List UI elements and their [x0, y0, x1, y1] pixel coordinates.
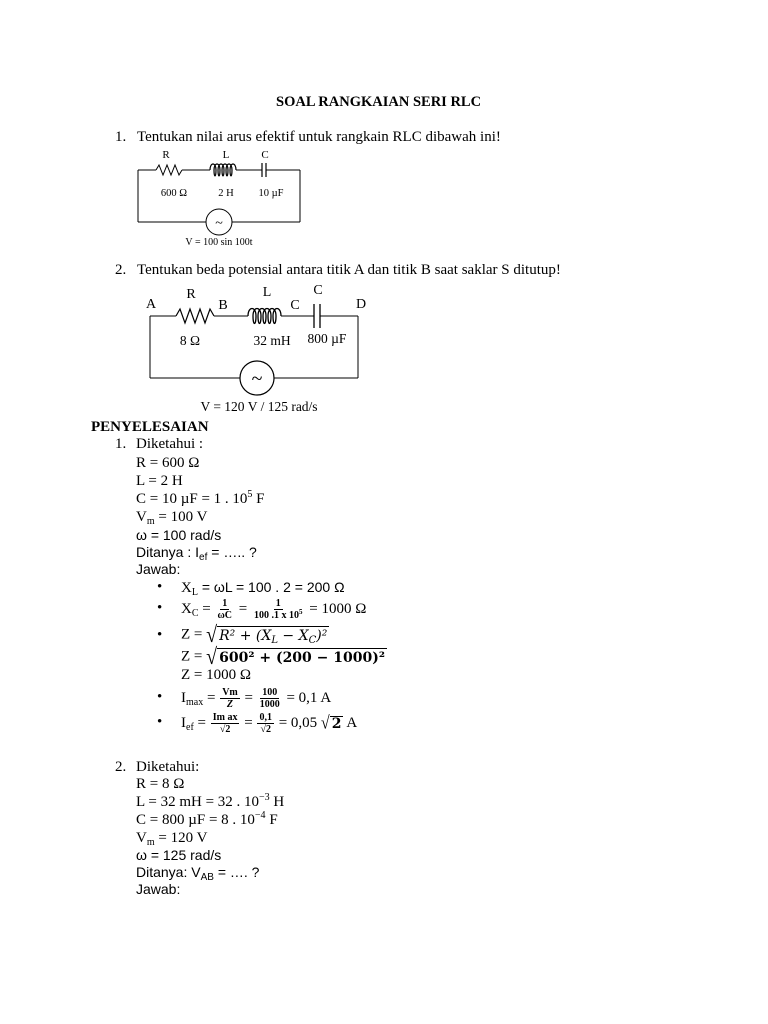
circuit2-value-l: 32 mH — [253, 333, 291, 348]
solution-1-imax: • $I_{max}$ = $\frac{Vm}{Z}$ = $\frac{100}{1000}$ = 0,1 A — [157, 687, 332, 710]
solution-heading: PENYELESAIAN — [91, 419, 209, 435]
capacitor-symbol — [314, 304, 320, 328]
question-1-text: Tentukan nilai arus efektif untuk rangkain RLC dibawah ini! — [137, 129, 501, 145]
solution-1-answer-label: Jawab: — [136, 561, 181, 577]
solution-1-z-substitution: Z = √ 600² + (200 − 1000)² — [181, 644, 385, 670]
solution-2-asked: Ditanya: $V_{AB}$ = …. ? — [136, 864, 260, 883]
bullet-icon: • — [157, 714, 163, 730]
solution-1-resistance: R = 600 Ω — [136, 455, 200, 471]
circuit1-value-r: 600 Ω — [160, 188, 188, 199]
circuit1-label-r: R — [162, 149, 170, 161]
solution-2-vm: $V_m = 120$ V — [136, 830, 208, 848]
circuit2-source-label: V = 120 V / 125 rad/s — [200, 399, 318, 414]
circuit2-label-b: B — [218, 298, 228, 313]
circuit2-label-a: A — [145, 297, 157, 312]
bullet-icon: • — [157, 627, 163, 643]
circuit1-label-l: L — [222, 149, 230, 161]
inductor-symbol — [248, 309, 281, 324]
solution-1-capacitance: C = 10 µF = 1 . $10^5$ F — [136, 489, 265, 507]
question-2-text: Tentukan beda potensial antara titik A dan titik B saat saklar S ditutup! — [137, 262, 561, 278]
solution-1-ief: • $I_{ef}$ = $\frac{\text{Im ax}}{√2}$ = $\frac{0,1}{√2}$ = 0,05 √ 2 A — [157, 712, 358, 735]
circuit2-label-l: L — [262, 285, 272, 300]
solution-1-asked: Ditanya : $I_{ef}$ = ….. ? — [136, 544, 257, 563]
circuit1-label-c: C — [261, 149, 269, 161]
circuit1-value-c: 10 µF — [258, 188, 284, 199]
solution-1-xl: • $X_L = \omega L = 100$ . 2 = 200 Ω — [157, 579, 345, 598]
circuit2-label-r: R — [186, 287, 196, 302]
svg-text:~: ~ — [215, 216, 223, 231]
solution-1-number: 1. — [115, 436, 127, 452]
bullet-icon: • — [157, 579, 163, 595]
solution-2-inductance: L = 32 mH = 32 . $10^{-3}$ H — [136, 792, 285, 810]
solution-1-z-result: Z = 1000 Ω — [181, 667, 252, 683]
resistor-symbol — [176, 309, 214, 323]
solution-2-known-label: Diketahui: — [136, 759, 200, 775]
circuit1-source-label: V = 100 sin 100t — [185, 237, 253, 248]
bullet-icon: • — [157, 600, 163, 616]
circuit2-label-c-upper: C — [290, 298, 300, 313]
capacitor-symbol — [262, 163, 266, 177]
solution-1-known-label: Diketahui : — [136, 436, 204, 452]
bullet-icon: • — [157, 689, 163, 705]
resistor-symbol — [156, 165, 182, 175]
solution-2-omega: ω = 125 rad/s — [136, 847, 222, 863]
solution-1-inductance: L = 2 H — [136, 473, 183, 489]
circuit2-label-c: C — [313, 283, 323, 298]
inductor-symbol — [210, 164, 236, 176]
solution-2-resistance: R = 8 Ω — [136, 776, 185, 792]
solution-2-answer-label: Jawab: — [136, 881, 181, 897]
svg-text:~: ~ — [251, 368, 263, 390]
solution-2-capacitance: C = 800 µF = 8 . $10^{-4}$ F — [136, 810, 278, 828]
circuit2-label-d: D — [355, 297, 367, 312]
circuit-diagram-1 — [120, 146, 320, 252]
question-2-number: 2. — [115, 262, 127, 278]
circuit1-value-l: 2 H — [218, 188, 234, 199]
solution-1-z-formula: • Z = √ $R^2 + (X_L - X_C)^2$ — [157, 622, 328, 648]
question-1-number: 1. — [115, 129, 127, 145]
solution-1-omega: ω = 100 rad/s — [136, 527, 222, 543]
solution-2-number: 2. — [115, 759, 127, 775]
circuit2-value-r: 8 Ω — [179, 333, 201, 348]
solution-1-xc: • $X_C$ = $\frac{1}{\omega C}$ = $\frac{1}{100 .1 x 10^5}$ = 1000 Ω — [157, 598, 367, 621]
circuit-diagram-2 — [140, 282, 380, 416]
page-title: SOAL RANGKAIAN SERI RLC — [276, 94, 482, 110]
solution-1-vm: $V_m = 100$ V — [136, 509, 208, 527]
circuit2-value-c: 800 µF — [307, 331, 347, 346]
